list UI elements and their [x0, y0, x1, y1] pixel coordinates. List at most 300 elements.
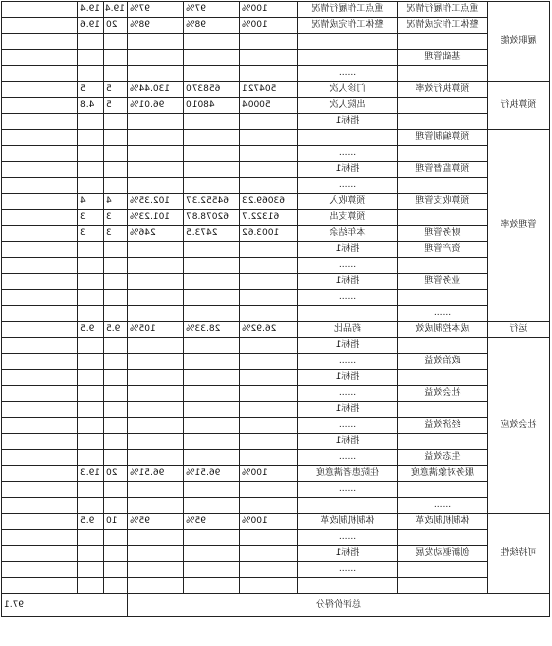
cell-c: 指标1 — [298, 162, 398, 178]
table-row — [2, 66, 550, 82]
cell-i — [2, 130, 78, 146]
cell-c: 出院人次 — [298, 98, 398, 114]
cell-c: 指标1 — [298, 114, 398, 130]
table-row — [2, 338, 550, 354]
cell-i — [2, 338, 78, 354]
cell-d — [240, 498, 298, 514]
cell-e — [184, 546, 240, 562]
cell-e — [184, 386, 240, 402]
cell-c: ...... — [298, 66, 398, 82]
cell-i — [2, 530, 78, 546]
cell-c: ...... — [298, 530, 398, 546]
cell-g — [104, 370, 128, 386]
cell-b — [398, 530, 488, 546]
cell-i — [2, 34, 78, 50]
table-row — [2, 354, 550, 370]
cell-g: 3 — [104, 210, 128, 226]
cell-h — [78, 178, 104, 194]
cell-g — [104, 546, 128, 562]
cell-d — [240, 274, 298, 290]
cell-d — [240, 130, 298, 146]
cell-c — [298, 130, 398, 146]
cell-f: 97% — [128, 2, 184, 18]
cell-g: 5 — [104, 98, 128, 114]
cell-h — [78, 386, 104, 402]
cell-g — [104, 482, 128, 498]
cell-f — [128, 114, 184, 130]
cell-e — [184, 498, 240, 514]
cell-d: 100% — [240, 466, 298, 482]
cell-h — [78, 578, 104, 594]
table-row — [2, 210, 550, 226]
cell-g: 5 — [104, 82, 128, 98]
cell-b — [398, 562, 488, 578]
cell-i — [2, 498, 78, 514]
cell-i — [2, 98, 78, 114]
cell-c: ...... — [298, 146, 398, 162]
cell-h — [78, 50, 104, 66]
cell-c: 预算收入 — [298, 194, 398, 210]
cell-i — [2, 2, 78, 18]
cell-i — [2, 386, 78, 402]
cell-f — [128, 402, 184, 418]
cell-i — [2, 210, 78, 226]
cell-c: 药品比 — [298, 322, 398, 338]
cell-g — [104, 450, 128, 466]
table-row — [2, 194, 550, 210]
cell-f — [128, 178, 184, 194]
cell-i — [2, 578, 78, 594]
cell-g — [104, 162, 128, 178]
cell-e — [184, 370, 240, 386]
cell-e — [184, 242, 240, 258]
dimension-cell: 履职效能 — [488, 2, 550, 82]
cell-f: 95% — [128, 514, 184, 530]
cell-d — [240, 434, 298, 450]
dimension-cell: 社会效应 — [488, 338, 550, 514]
cell-e — [184, 530, 240, 546]
cell-g: 3 — [104, 226, 128, 242]
cell-e — [184, 402, 240, 418]
cell-b: 生态效益 — [398, 450, 488, 466]
cell-h — [78, 290, 104, 306]
cell-f: 105% — [128, 322, 184, 338]
cell-f — [128, 258, 184, 274]
cell-b — [398, 66, 488, 82]
cell-d — [240, 178, 298, 194]
cell-h: 9.5 — [78, 514, 104, 530]
cell-f — [128, 578, 184, 594]
cell-g — [104, 66, 128, 82]
cell-g — [104, 306, 128, 322]
cell-e: 48010 — [184, 98, 240, 114]
cell-g — [104, 562, 128, 578]
cell-g: 10 — [104, 514, 128, 530]
cell-c: 预算支出 — [298, 210, 398, 226]
total-score: 97.1 — [2, 594, 128, 617]
cell-f — [128, 498, 184, 514]
cell-d — [240, 306, 298, 322]
cell-e: 98% — [184, 18, 240, 34]
table-row — [2, 434, 550, 450]
cell-i — [2, 114, 78, 130]
cell-e — [184, 274, 240, 290]
cell-g — [104, 242, 128, 258]
cell-f: 101.23% — [128, 210, 184, 226]
cell-c: 体制机制改革 — [298, 514, 398, 530]
cell-d — [240, 530, 298, 546]
cell-h — [78, 114, 104, 130]
cell-g — [104, 402, 128, 418]
cell-d: 61322.7 — [240, 210, 298, 226]
cell-h — [78, 146, 104, 162]
table-row — [2, 386, 550, 402]
cell-c: ...... — [298, 386, 398, 402]
cell-f — [128, 434, 184, 450]
table-row — [2, 2, 550, 18]
cell-b — [398, 370, 488, 386]
cell-i — [2, 290, 78, 306]
table-row — [2, 498, 550, 514]
cell-f — [128, 450, 184, 466]
cell-h — [78, 450, 104, 466]
cell-c: ...... — [298, 290, 398, 306]
cell-b — [398, 402, 488, 418]
cell-d: 63069.23 — [240, 194, 298, 210]
cell-b: 创新驱动发展 — [398, 546, 488, 562]
cell-g — [104, 578, 128, 594]
cell-b: 重点工作履行情况 — [398, 2, 488, 18]
cell-e: 658370 — [184, 82, 240, 98]
cell-i — [2, 370, 78, 386]
cell-g — [104, 386, 128, 402]
cell-h: 4.8 — [78, 98, 104, 114]
cell-c — [298, 50, 398, 66]
cell-d: 1003.62 — [240, 226, 298, 242]
evaluation-table — [1, 1, 550, 617]
cell-h — [78, 562, 104, 578]
cell-e: 95% — [184, 514, 240, 530]
cell-f — [128, 306, 184, 322]
table-row — [2, 258, 550, 274]
table-row — [2, 242, 550, 258]
table-row — [2, 34, 550, 50]
cell-e — [184, 66, 240, 82]
cell-d — [240, 146, 298, 162]
cell-b: 体制机制改革 — [398, 514, 488, 530]
cell-i — [2, 66, 78, 82]
cell-f — [128, 242, 184, 258]
cell-b — [398, 578, 488, 594]
cell-h — [78, 338, 104, 354]
cell-g — [104, 178, 128, 194]
cell-i — [2, 402, 78, 418]
cell-e — [184, 290, 240, 306]
cell-h: 19.4 — [78, 2, 104, 18]
cell-c: 重点工作履行情况 — [298, 2, 398, 18]
cell-g: 4 — [104, 194, 128, 210]
cell-e — [184, 162, 240, 178]
cell-d — [240, 242, 298, 258]
cell-b — [398, 290, 488, 306]
cell-c: 整体工作完成情况 — [298, 18, 398, 34]
cell-d: 100% — [240, 514, 298, 530]
table-row — [2, 546, 550, 562]
table-row — [2, 162, 550, 178]
cell-d — [240, 546, 298, 562]
cell-e — [184, 114, 240, 130]
cell-c: ...... — [298, 418, 398, 434]
cell-g — [104, 290, 128, 306]
cell-b — [398, 146, 488, 162]
cell-c — [298, 306, 398, 322]
table-row — [2, 178, 550, 194]
cell-c — [298, 498, 398, 514]
cell-f: 98% — [128, 18, 184, 34]
cell-b — [398, 34, 488, 50]
cell-d — [240, 114, 298, 130]
cell-d: 504721 — [240, 82, 298, 98]
cell-i — [2, 322, 78, 338]
table-row — [2, 50, 550, 66]
cell-i — [2, 178, 78, 194]
cell-i — [2, 162, 78, 178]
cell-b — [398, 178, 488, 194]
cell-i — [2, 466, 78, 482]
cell-f — [128, 130, 184, 146]
cell-b: 预算编制管理 — [398, 130, 488, 146]
table-row — [2, 18, 550, 34]
cell-h — [78, 402, 104, 418]
cell-d — [240, 370, 298, 386]
cell-h: 5 — [78, 82, 104, 98]
cell-i — [2, 354, 78, 370]
cell-h — [78, 130, 104, 146]
table-row — [2, 290, 550, 306]
dimension-cell: 管理效率 — [488, 130, 550, 322]
total-label: 总评价得分 — [128, 594, 550, 617]
cell-g — [104, 498, 128, 514]
cell-g: 20 — [104, 18, 128, 34]
cell-d: 50004 — [240, 98, 298, 114]
cell-f — [128, 338, 184, 354]
cell-h — [78, 482, 104, 498]
dimension-cell: 运行 — [488, 322, 550, 338]
table-row — [2, 370, 550, 386]
cell-i — [2, 242, 78, 258]
cell-f — [128, 530, 184, 546]
cell-f — [128, 274, 184, 290]
cell-b: 成本控制成效 — [398, 322, 488, 338]
cell-b — [398, 258, 488, 274]
cell-c: 本年结余 — [298, 226, 398, 242]
cell-f — [128, 34, 184, 50]
cell-d — [240, 402, 298, 418]
cell-d: 26.92% — [240, 322, 298, 338]
cell-c: 住院患者满意度 — [298, 466, 398, 482]
cell-g: 19.4 — [104, 2, 128, 18]
cell-e — [184, 434, 240, 450]
cell-e: 2473.5 — [184, 226, 240, 242]
cell-g — [104, 50, 128, 66]
cell-b: 财务管理 — [398, 226, 488, 242]
cell-d — [240, 418, 298, 434]
cell-e — [184, 354, 240, 370]
cell-d: 100% — [240, 18, 298, 34]
cell-i — [2, 562, 78, 578]
cell-d — [240, 578, 298, 594]
cell-f: 102.35% — [128, 194, 184, 210]
table-row — [2, 82, 550, 98]
cell-h — [78, 530, 104, 546]
cell-b — [398, 210, 488, 226]
cell-f — [128, 418, 184, 434]
table-row — [2, 450, 550, 466]
cell-h — [78, 242, 104, 258]
table-row — [2, 530, 550, 546]
cell-h — [78, 418, 104, 434]
cell-f — [128, 562, 184, 578]
cell-b: 政治效益 — [398, 354, 488, 370]
table-row — [2, 466, 550, 482]
cell-b: 整体工作完成情况 — [398, 18, 488, 34]
cell-b: 预算收支管理 — [398, 194, 488, 210]
cell-e: 28.33% — [184, 322, 240, 338]
cell-c: ...... — [298, 354, 398, 370]
cell-f — [128, 546, 184, 562]
cell-b — [398, 114, 488, 130]
cell-c: 指标1 — [298, 370, 398, 386]
cell-e — [184, 482, 240, 498]
cell-g — [104, 418, 128, 434]
table-row — [2, 482, 550, 498]
cell-e — [184, 258, 240, 274]
table-row — [2, 402, 550, 418]
cell-i — [2, 146, 78, 162]
cell-i — [2, 18, 78, 34]
cell-h — [78, 354, 104, 370]
cell-h — [78, 274, 104, 290]
cell-d — [240, 66, 298, 82]
cell-h: 19.6 — [78, 18, 104, 34]
cell-e: 96.51% — [184, 466, 240, 482]
cell-b — [398, 338, 488, 354]
cell-f — [128, 386, 184, 402]
cell-f — [128, 50, 184, 66]
cell-i — [2, 546, 78, 562]
table-row — [2, 578, 550, 594]
cell-g: 20 — [104, 466, 128, 482]
cell-b: ...... — [398, 498, 488, 514]
table-row — [2, 514, 550, 530]
cell-f: 246% — [128, 226, 184, 242]
cell-d — [240, 34, 298, 50]
cell-b — [398, 482, 488, 498]
cell-c — [298, 34, 398, 50]
table-row — [2, 98, 550, 114]
cell-i — [2, 82, 78, 98]
cell-b: 预算监督管理 — [398, 162, 488, 178]
cell-f — [128, 354, 184, 370]
cell-i — [2, 306, 78, 322]
cell-g — [104, 258, 128, 274]
cell-b: 资产管理 — [398, 242, 488, 258]
cell-g — [104, 114, 128, 130]
cell-e: 62078.87 — [184, 210, 240, 226]
table-row — [2, 146, 550, 162]
cell-d — [240, 162, 298, 178]
table-row — [2, 306, 550, 322]
cell-f — [128, 66, 184, 82]
cell-g — [104, 530, 128, 546]
cell-c: 门诊人次 — [298, 82, 398, 98]
cell-e — [184, 578, 240, 594]
cell-h: 19.3 — [78, 466, 104, 482]
cell-b: 服务对象满意度 — [398, 466, 488, 482]
cell-i — [2, 194, 78, 210]
cell-h: 9.5 — [78, 322, 104, 338]
cell-h: 3 — [78, 210, 104, 226]
cell-h — [78, 434, 104, 450]
table-row — [2, 114, 550, 130]
cell-e — [184, 50, 240, 66]
cell-h — [78, 546, 104, 562]
cell-d — [240, 50, 298, 66]
table-row — [2, 226, 550, 242]
cell-b: 预算执行效率 — [398, 82, 488, 98]
cell-e — [184, 146, 240, 162]
cell-h — [78, 306, 104, 322]
cell-g — [104, 338, 128, 354]
cell-c: ...... — [298, 178, 398, 194]
cell-e — [184, 338, 240, 354]
cell-e — [184, 306, 240, 322]
cell-d — [240, 450, 298, 466]
cell-h — [78, 498, 104, 514]
cell-e — [184, 562, 240, 578]
cell-e — [184, 130, 240, 146]
cell-i — [2, 50, 78, 66]
cell-b: ...... — [398, 306, 488, 322]
cell-f — [128, 370, 184, 386]
cell-c: ...... — [298, 258, 398, 274]
cell-d — [240, 354, 298, 370]
cell-h — [78, 258, 104, 274]
cell-f — [128, 290, 184, 306]
cell-c: 指标1 — [298, 274, 398, 290]
table-row — [2, 322, 550, 338]
cell-e — [184, 34, 240, 50]
cell-h: 4 — [78, 194, 104, 210]
cell-b: 业务管理 — [398, 274, 488, 290]
dimension-cell: 可持续性 — [488, 514, 550, 594]
cell-d — [240, 562, 298, 578]
cell-h — [78, 34, 104, 50]
cell-b — [398, 434, 488, 450]
cell-d: 100% — [240, 2, 298, 18]
cell-g — [104, 354, 128, 370]
cell-f: 96.01% — [128, 98, 184, 114]
cell-g: 9.5 — [104, 322, 128, 338]
cell-b: 基础管理 — [398, 50, 488, 66]
cell-b — [398, 98, 488, 114]
cell-g — [104, 434, 128, 450]
cell-d — [240, 258, 298, 274]
cell-i — [2, 418, 78, 434]
cell-b: 经济效益 — [398, 418, 488, 434]
cell-c — [298, 578, 398, 594]
table-row — [2, 130, 550, 146]
